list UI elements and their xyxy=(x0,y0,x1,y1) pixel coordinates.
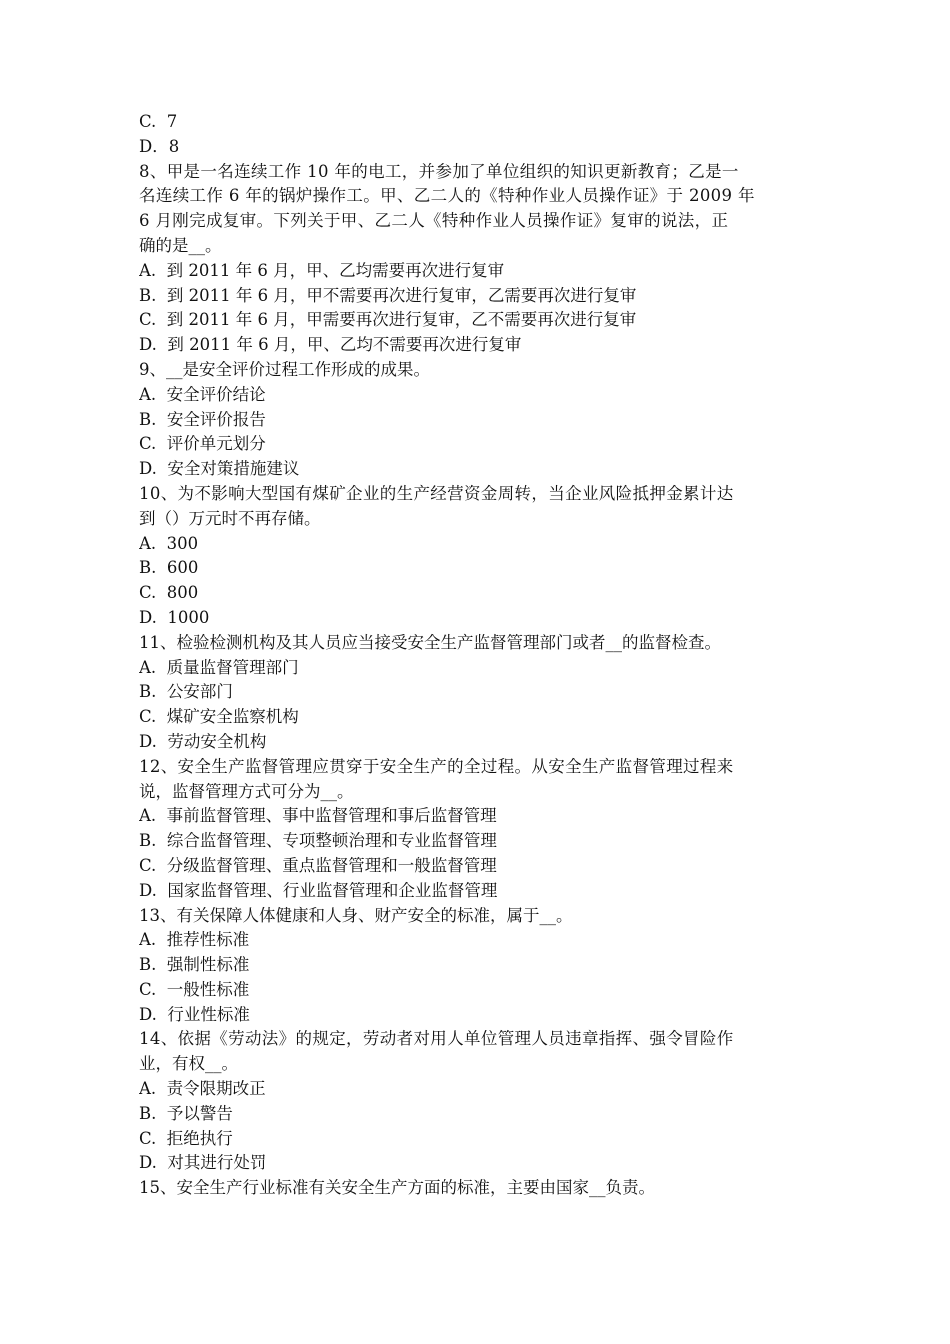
option-a-q13: A. 推荐性标准 xyxy=(139,930,250,950)
option-c-q9: C. 评价单元划分 xyxy=(139,434,266,454)
option-c-q11: C. 煤矿安全监察机构 xyxy=(139,707,299,727)
option-c-q7: C. 7 xyxy=(139,112,178,131)
question-12-line-1: 12、安全生产监督管理应贯穿于安全生产的全过程。从安全生产监督管理过程来 xyxy=(139,756,734,776)
option-a-q11: A. 质量监督管理部门 xyxy=(139,657,299,677)
question-13: 13、有关保障人体健康和人身、财产安全的标准，属于__。 xyxy=(139,905,573,925)
question-8-line-2: 名连续工作 6 年的锅炉操作工。甲、乙二人的《特种作业人员操作证》于 2009 年 xyxy=(139,186,755,206)
option-c-q13: C. 一般性标准 xyxy=(139,979,250,999)
option-c-q8: C. 到 2011 年 6 月，甲需要再次进行复审，乙不需要再次进行复审 xyxy=(139,310,637,330)
option-b-q14: B. 予以警告 xyxy=(139,1103,233,1123)
option-b-q12: B. 综合监督管理、专项整顿治理和专业监督管理 xyxy=(139,831,497,851)
option-d-q13: D. 行业性标准 xyxy=(139,1004,250,1024)
question-11: 11、检验检测机构及其人员应当接受安全生产监督管理部门或者__的监督检查。 xyxy=(139,632,721,652)
question-10-line-1: 10、为不影响大型国有煤矿企业的生产经营资金周转，当企业风险抵押金累计达 xyxy=(139,483,734,503)
option-d-q7: D．8 xyxy=(139,136,180,156)
option-d-q11: D. 劳动安全机构 xyxy=(139,731,267,751)
option-a-q9: A. 安全评价结论 xyxy=(139,384,266,404)
question-15: 15、安全生产行业标准有关安全生产方面的标准，主要由国家__负责。 xyxy=(139,1178,655,1198)
option-a-q14: A. 责令限期改正 xyxy=(139,1079,266,1099)
question-10-line-2: 到（）万元时不再存储。 xyxy=(139,508,321,528)
option-c-q10: C. 800 xyxy=(139,583,199,603)
option-d-q14: D. 对其进行处罚 xyxy=(139,1153,267,1173)
question-8-line-3: 6 月刚完成复审。下列关于甲、乙二人《特种作业人员操作证》复审的说法，正 xyxy=(139,211,729,231)
option-c-q14: C. 拒绝执行 xyxy=(139,1128,233,1148)
option-b-q10: B. 600 xyxy=(139,558,199,578)
question-9: 9、__是安全评价过程工作形成的成果。 xyxy=(139,359,430,379)
question-8-line-1: 8、甲是一名连续工作 10 年的电工，并参加了单位组织的知识更新教育；乙是一 xyxy=(139,161,739,181)
question-14-line-1: 14、依据《劳动法》的规定，劳动者对用人单位管理人员违章指挥、强令冒险作 xyxy=(139,1029,734,1049)
option-d-q8: D. 到 2011 年 6 月，甲、乙均不需要再次进行复审 xyxy=(139,335,522,355)
question-8-line-4: 确的是__。 xyxy=(139,235,222,255)
question-text-block xyxy=(139,110,814,1201)
option-b-q11: B. 公安部门 xyxy=(139,682,233,702)
option-b-q8: B. 到 2011 年 6 月，甲不需要再次进行复审，乙需要再次进行复审 xyxy=(139,285,637,305)
option-d-q12: D. 国家监督管理、行业监督管理和企业监督管理 xyxy=(139,880,498,900)
option-c-q12: C. 分级监督管理、重点监督管理和一般监督管理 xyxy=(139,855,497,875)
option-d-q9: D. 安全对策措施建议 xyxy=(139,459,300,479)
question-14-line-2: 业，有权__。 xyxy=(139,1054,238,1074)
option-a-q12: A. 事前监督管理、事中监督管理和事后监督管理 xyxy=(139,806,497,826)
option-b-q9: B. 安全评价报告 xyxy=(139,409,266,429)
option-a-q10: A. 300 xyxy=(139,533,199,553)
question-12-line-2: 说，监督管理方式可分为__。 xyxy=(139,781,354,801)
option-d-q10: D. 1000 xyxy=(139,607,210,627)
option-a-q8: A. 到 2011 年 6 月，甲、乙均需要再次进行复审 xyxy=(139,260,505,280)
option-b-q13: B. 强制性标准 xyxy=(139,955,250,975)
